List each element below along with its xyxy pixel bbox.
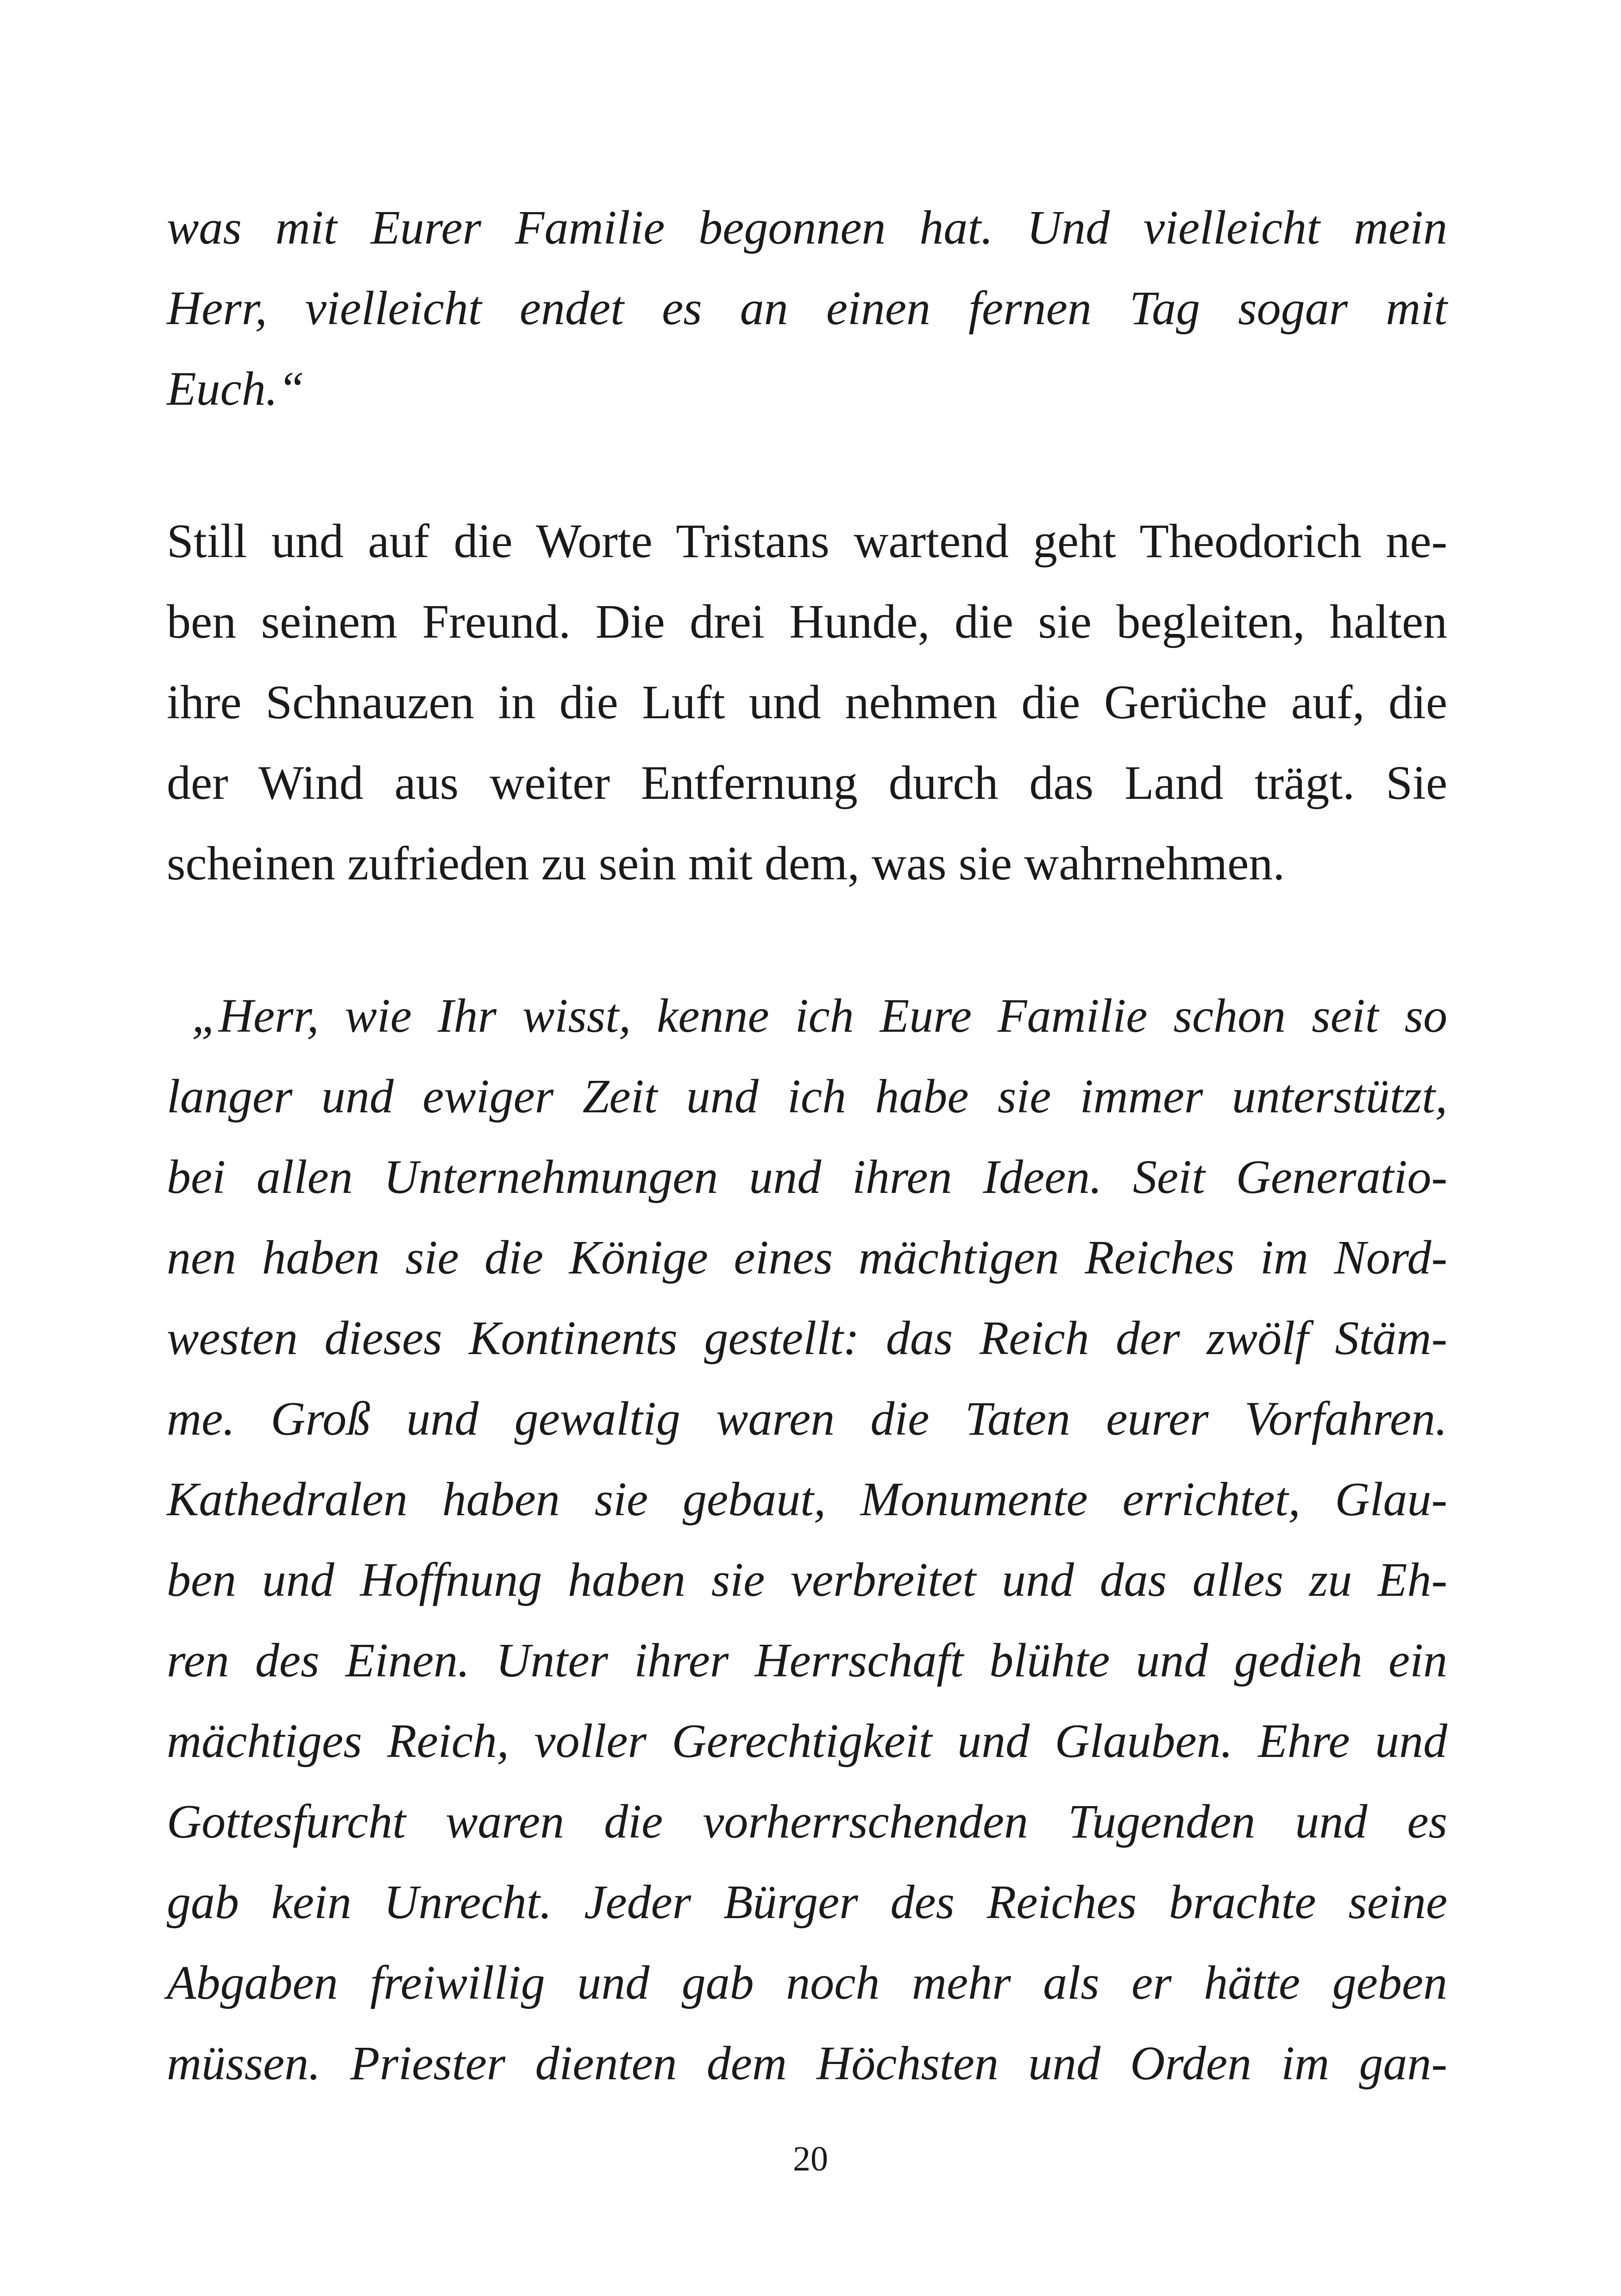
text-line: Still und auf die Worte Tristans wartend geht Theodorich ne-: [167, 514, 1447, 568]
text-line: ihre Schnauzen in die Luft und nehmen die Gerüche auf, die: [167, 676, 1447, 729]
text-line: Euch.“: [167, 362, 305, 415]
text-line: Kathedralen haben sie gebaut, Monumente errichtet, Glau-: [167, 1473, 1447, 1526]
text-line: „Herr, wie Ihr wisst, kenne ich Eure Familie schon seit so: [192, 989, 1447, 1042]
paragraph-spacer: [167, 429, 1447, 501]
paragraph-1: [167, 188, 1447, 429]
paragraph-2: [167, 501, 1447, 904]
text-line: Gottesfurcht waren die vorherrschenden Tugenden und es: [167, 1795, 1447, 1848]
text-line: me. Groß und gewaltig waren die Taten eurer Vorfahren.: [167, 1392, 1447, 1445]
text-line: ren des Einen. Unter ihrer Herrschaft blühte und gedieh ein: [167, 1634, 1447, 1687]
text-line: ben und Hoffnung haben sie verbreitet und das alles zu Eh-: [167, 1553, 1447, 1606]
text-line: bei allen Unternehmungen und ihren Ideen. Seit Generatio-: [167, 1150, 1447, 1204]
text-line: nen haben sie die Könige eines mächtigen Reiches im Nord-: [167, 1231, 1447, 1284]
text-line: ben seinem Freund. Die drei Hunde, die sie begleiten, halten: [167, 595, 1447, 648]
paragraph-3: [167, 976, 1447, 2104]
text-line: was mit Eurer Familie begonnen hat. Und vielleicht mein: [167, 201, 1447, 254]
paragraph-spacer: [167, 904, 1447, 976]
page-body: [167, 188, 1447, 2104]
text-line: langer und ewiger Zeit und ich habe sie immer unterstützt,: [167, 1070, 1447, 1123]
text-line: gab kein Unrecht. Jeder Bürger des Reiches brachte seine: [167, 1876, 1447, 1929]
text-line: der Wind aus weiter Entfernung durch das Land trägt. Sie: [167, 756, 1447, 809]
page-number: 20: [793, 2139, 828, 2178]
text-line: scheinen zufrieden zu sein mit dem, was sie wahrnehmen.: [167, 837, 1285, 890]
text-line: müssen. Priester dienten dem Höchsten und Orden im gan-: [167, 2037, 1447, 2090]
text-line: Abgaben freiwillig und gab noch mehr als er hätte geben: [167, 1956, 1447, 2009]
text-line: Herr, vielleicht endet es an einen fernen Tag sogar mit: [167, 282, 1447, 335]
text-line: mächtiges Reich, voller Gerechtigkeit und Glauben. Ehre und: [167, 1714, 1447, 1768]
text-line: westen dieses Kontinents gestellt: das Reich der zwölf Stäm-: [167, 1311, 1447, 1365]
